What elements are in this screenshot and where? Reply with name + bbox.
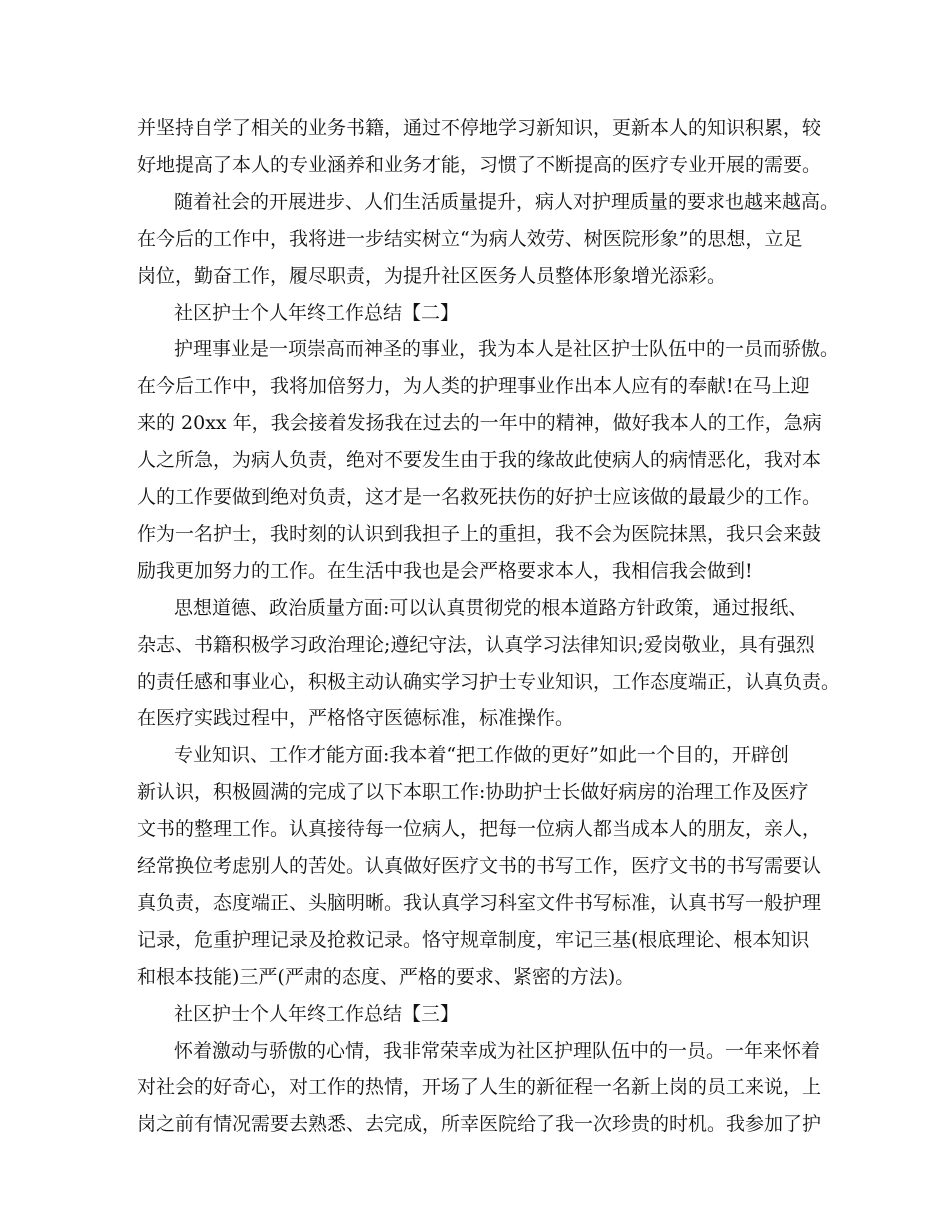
paragraph-line: 的责任感和事业心，积极主动认确实学习护士专业知识，工作态度端正，认真负责。 <box>137 671 841 693</box>
paragraph-first-line: 社区护士个人年终工作总结【二】 <box>174 302 460 324</box>
paragraph-first-line: 护理事业是一项崇高而神圣的事业，我为本人是社区护士队伍中的一员而骄傲。 <box>174 338 840 360</box>
paragraph-line: 岗位，勤奋工作，履尽职责，为提升社区医务人员整体形象增光添彩。 <box>137 265 727 287</box>
paragraph-line: 对社会的好奇心，对工作的热情，开场了人生的新征程一名新上岗的员工来说，上 <box>137 1076 822 1098</box>
paragraph-line: 在今后的工作中，我将进一步结实树立“为病人效劳、树医院形象”的思想，立足 <box>137 228 803 250</box>
paragraph-line: 来的 20xx 年，我会接着发扬我在过去的一年中的精神，做好我本人的工作，急病 <box>137 412 822 434</box>
paragraph-first-line: 随着社会的开展进步、人们生活质量提升，病人对护理质量的要求也越来越高。 <box>174 191 840 213</box>
paragraph-line: 并坚持自学了相关的业务书籍，通过不停地学习新知识，更新本人的知识积累，较 <box>137 117 822 139</box>
paragraph-line: 文书的整理工作。认真接待每一位病人，把每一位病人都当成本人的朋友，亲人， <box>137 818 822 840</box>
paragraph-line: 在医疗实践过程中，严格恪守医德标准，标准操作。 <box>137 707 575 729</box>
paragraph-line: 记录，危重护理记录及抢救记录。恪守规章制度，牢记三基(根底理论、根本知识 <box>137 929 810 951</box>
paragraph-line: 和根本技能)三严(严肃的态度、严格的要求、紧密的方法)。 <box>137 966 635 988</box>
paragraph-line: 作为一名护士，我时刻的认识到我担子上的重担，我不会为医院抹黑，我只会来鼓 <box>137 523 822 545</box>
paragraph-line: 杂志、书籍积极学习政治理论;遵纪守法，认真学习法律知识;爱岗敬业，具有强烈 <box>137 634 815 656</box>
paragraph-first-line: 思想道德、政治质量方面:可以认真贯彻党的根本道路方针政策，通过报纸、 <box>174 597 808 619</box>
paragraph-line: 人的工作要做到绝对负责，这才是一名救死扶伤的好护士应该做的最最少的工作。 <box>137 486 822 508</box>
paragraph-first-line: 怀着激动与骄傲的心情，我非常荣幸成为社区护理队伍中的一员。一年来怀着 <box>174 1040 821 1062</box>
paragraph-line: 在今后工作中，我将加倍努力，为人类的护理事业作出本人应有的奉献!在马上迎 <box>137 375 810 397</box>
paragraph-line: 人之所急，为病人负责，绝对不要发生由于我的缘故此使病人的病情恶化，我对本 <box>137 449 822 471</box>
paragraph-line: 经常换位考虑别人的苦处。认真做好医疗文书的书写工作，医疗文书的书写需要认 <box>137 855 822 877</box>
paragraph-line: 好地提高了本人的专业涵养和业务才能，习惯了不断提高的医疗专业开展的需要。 <box>137 154 822 176</box>
paragraph-line: 岗之前有情况需要去熟悉、去完成，所幸医院给了我一次珍贵的时机。我参加了护 <box>137 1113 822 1135</box>
paragraph-first-line: 社区护士个人年终工作总结【三】 <box>174 1003 460 1025</box>
paragraph-first-line: 专业知识、工作才能方面:我本着“把工作做的更好”如此一个目的，开辟创 <box>174 744 789 766</box>
paragraph-line: 励我更加努力的工作。在生活中我也是会严格要求本人，我相信我会做到! <box>137 560 753 582</box>
paragraph-line: 新认识，积极圆满的完成了以下本职工作:协助护士长做好病房的治理工作及医疗 <box>137 781 809 803</box>
paragraph-line: 真负责，态度端正、头脑明晰。我认真学习科室文件书写标准，认真书写一般护理 <box>137 892 822 914</box>
